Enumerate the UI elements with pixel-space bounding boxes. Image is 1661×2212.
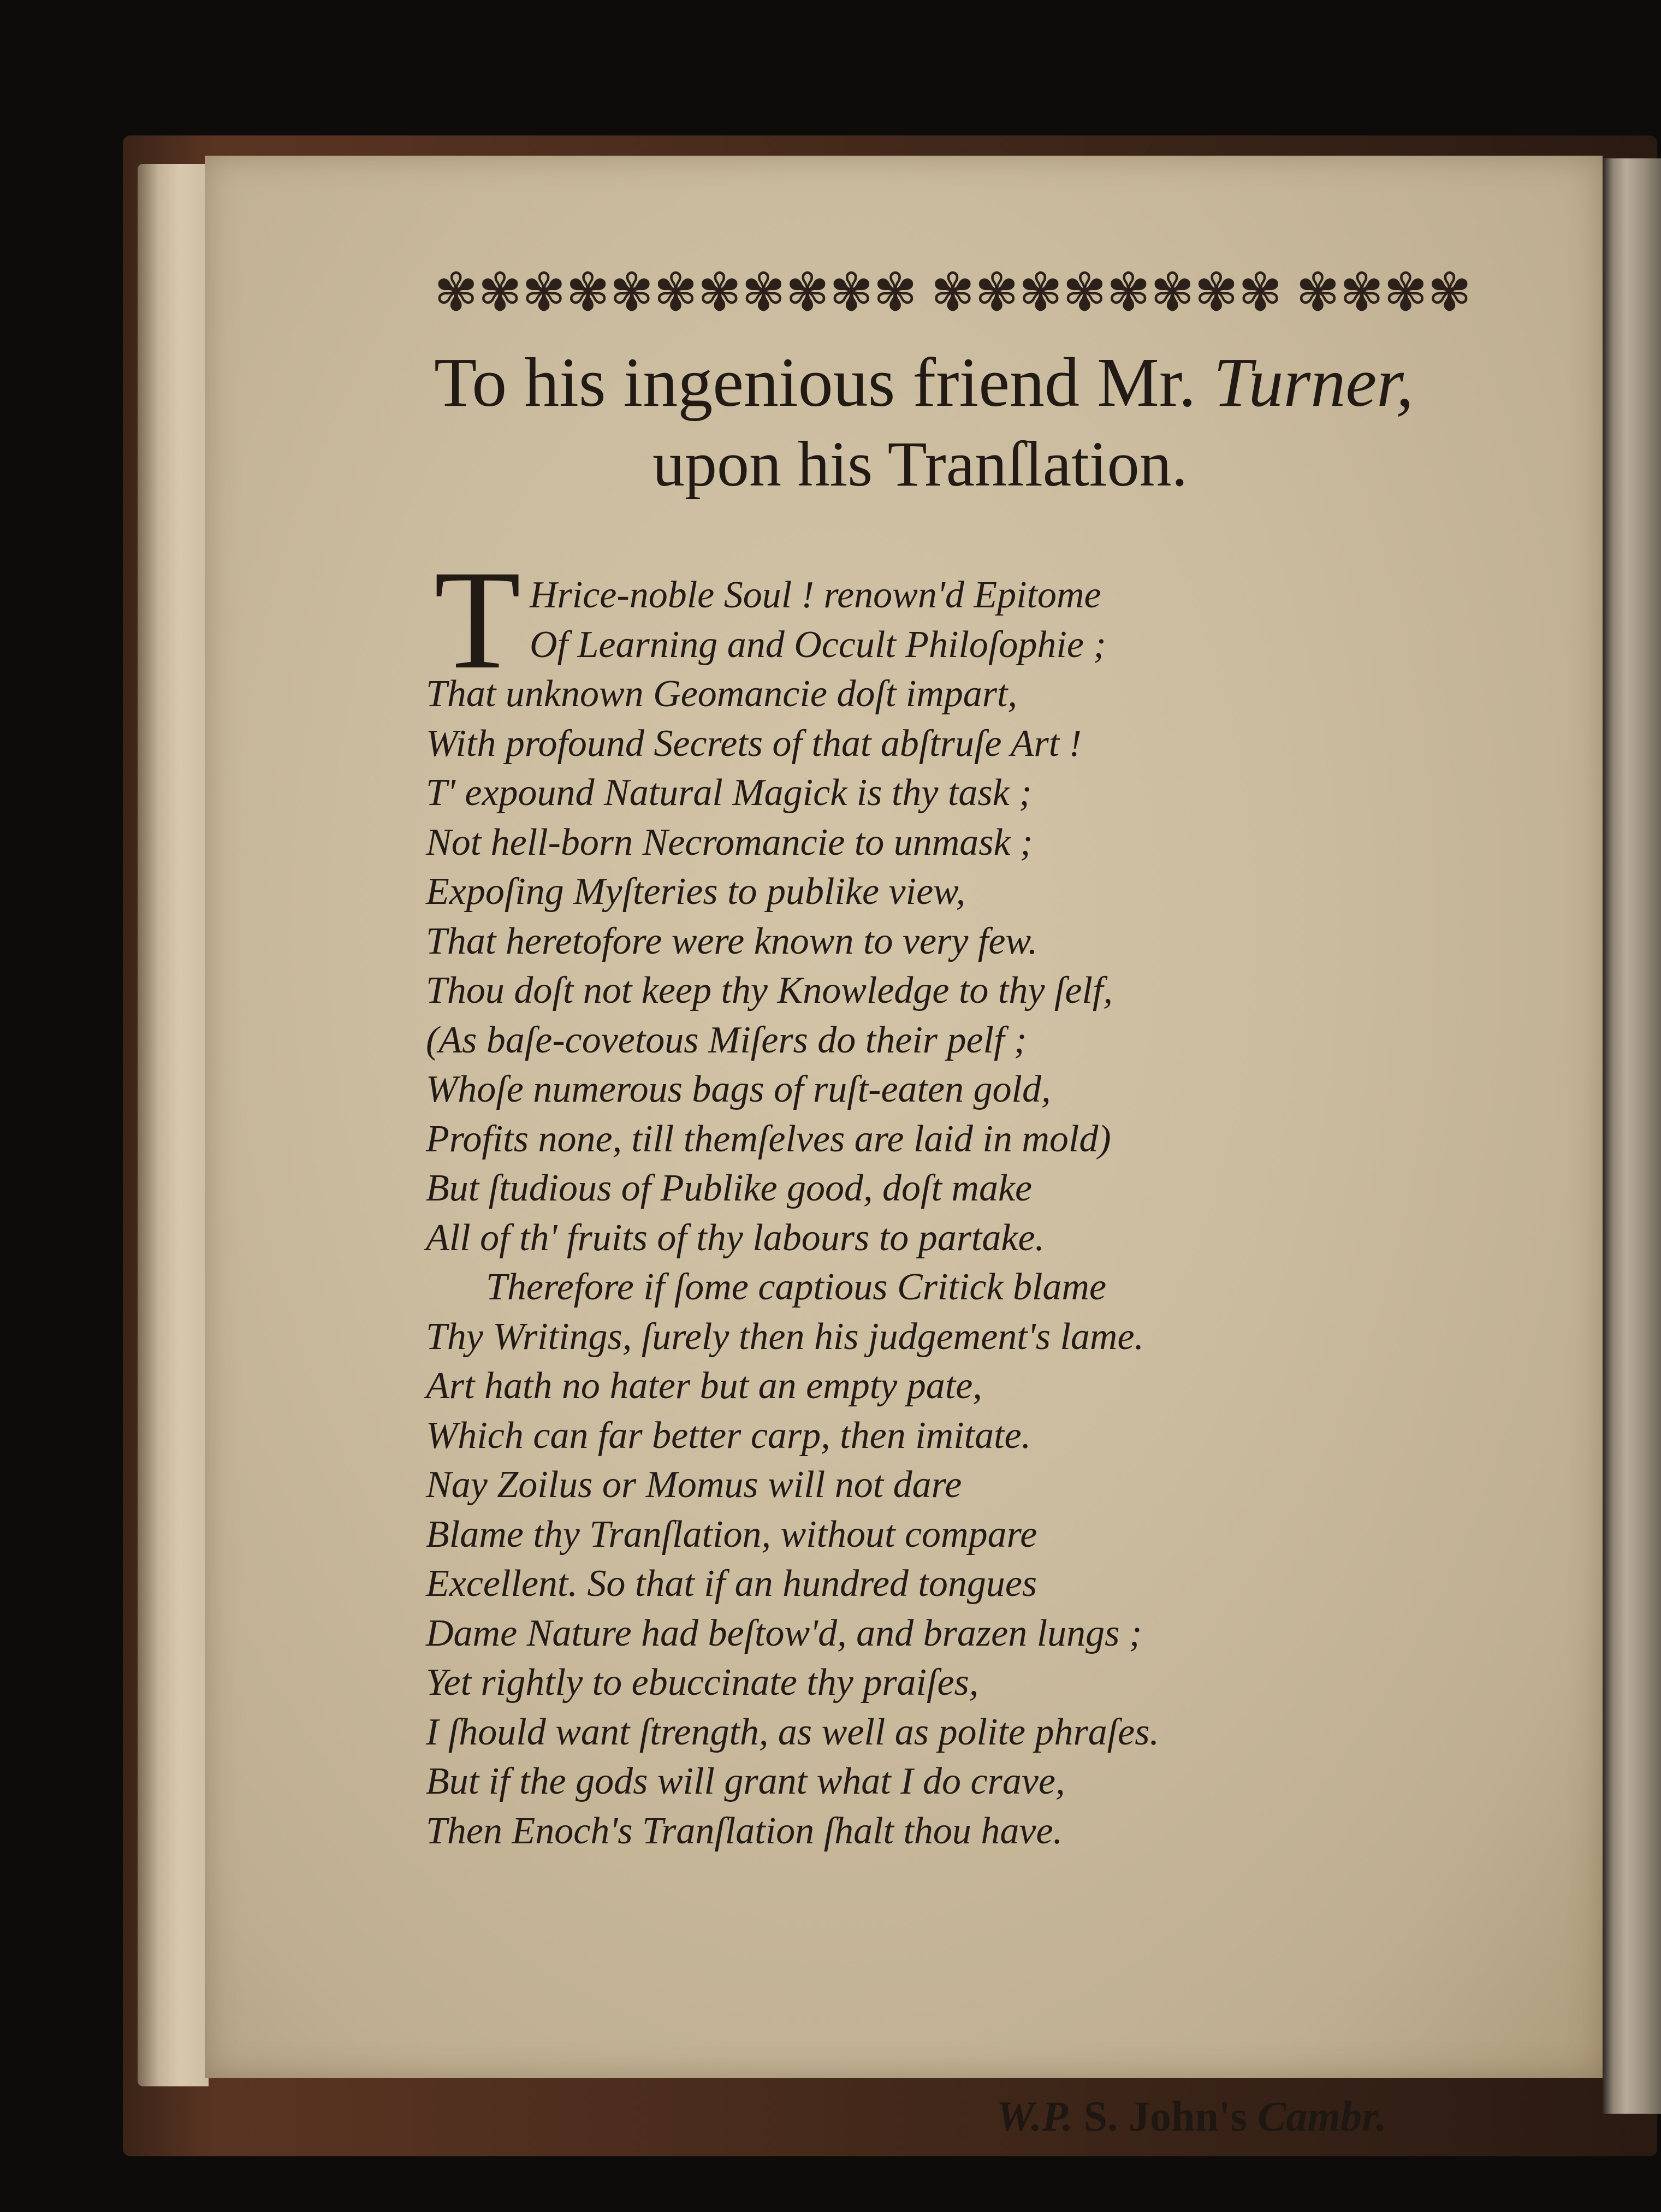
poem-line: (As baſe-covetous Miſers do their pelf ; <box>426 1019 1027 1061</box>
poem-line: Which can far better carp, then imitate. <box>426 1414 1031 1457</box>
poem-line: I ſhould want ſtrength, as well as polite phraſes. <box>426 1711 1159 1753</box>
author-signature <box>996 2089 1387 2144</box>
poem-line: Profits none, till themſelves are laid in mold) <box>426 1117 1111 1160</box>
poem-title <box>434 341 1581 423</box>
poem-line: Thy Writings, ſurely then his judgement's lame. <box>426 1315 1144 1358</box>
title-roman: To his ingenious friend Mr. <box>434 344 1196 421</box>
signature-initials: W.P. <box>996 2092 1073 2140</box>
poem-line: Excellent. So that if an hundred tongues <box>426 1563 1037 1605</box>
poem-line: Whoſe numerous bags of ruſt-eaten gold, <box>426 1068 1051 1110</box>
poem-line: Blame thy Tranſlation, without compare <box>426 1513 1037 1556</box>
page-gutter <box>138 164 209 2086</box>
printers-ornament-band <box>434 259 1472 325</box>
poem-line: But ſtudious of Publike good, doſt make <box>426 1167 1033 1209</box>
poem-line: Thou doſt not keep thy Knowledge to thy ſelf, <box>426 969 1113 1012</box>
poem-line: Not hell-born Necromancie to unmask ; <box>426 821 1033 863</box>
poem-line: Hrice-noble Soul ! renown'd Epitome <box>530 574 1101 616</box>
poem-line: Then Enoch's Tranſlation ſhalt thou have. <box>426 1809 1063 1852</box>
poem-line: With profound Secrets of that abſtruſe Art ! <box>426 722 1082 765</box>
ornament-group: ✾✾✾✾✾✾✾✾✾✾✾ <box>434 262 917 323</box>
poem-line: Yet rightly to ebuccinate thy praiſes, <box>426 1661 979 1704</box>
poem-line: Of Learning and Occult Philoſophie ; <box>530 623 1106 666</box>
poem-line: All of th' fruits of thy labours to partake. <box>426 1216 1045 1259</box>
poem-line: T' expound Natural Magick is thy task ; <box>426 772 1032 814</box>
poem-line: Dame Nature had beſtow'd, and brazen lungs ; <box>426 1612 1142 1654</box>
ornament-group: ✾✾✾✾✾✾✾✾ <box>930 262 1283 323</box>
ornament-group: ✾✾✾✾ <box>1296 262 1472 323</box>
poem-line: That heretofore were known to very few. <box>426 920 1038 962</box>
poem-line: Expoſing Myſteries to publike view, <box>426 871 966 913</box>
poem-subtitle: upon his Tranſlation. <box>652 428 1188 500</box>
signature-college: S. John's <box>1083 2092 1247 2140</box>
poem-line: Art hath no hater but an empty pate, <box>426 1365 982 1407</box>
drop-capital: T <box>434 541 521 699</box>
title-italic-name: Turner, <box>1213 344 1414 421</box>
poem-line: That unknown Geomancie doſt impart, <box>426 673 1017 715</box>
book-page <box>205 156 1603 2140</box>
poem-line: Nay Zoilus or Momus will not dare <box>426 1464 962 1506</box>
poem-line: Therefore if ſome captious Critick blame <box>486 1266 1107 1308</box>
poem-body <box>426 571 1491 1856</box>
signature-place: Cambr. <box>1257 2092 1387 2140</box>
next-page-edge <box>1603 158 1661 2114</box>
poem-line: But if the gods will grant what I do crave, <box>426 1760 1065 1802</box>
